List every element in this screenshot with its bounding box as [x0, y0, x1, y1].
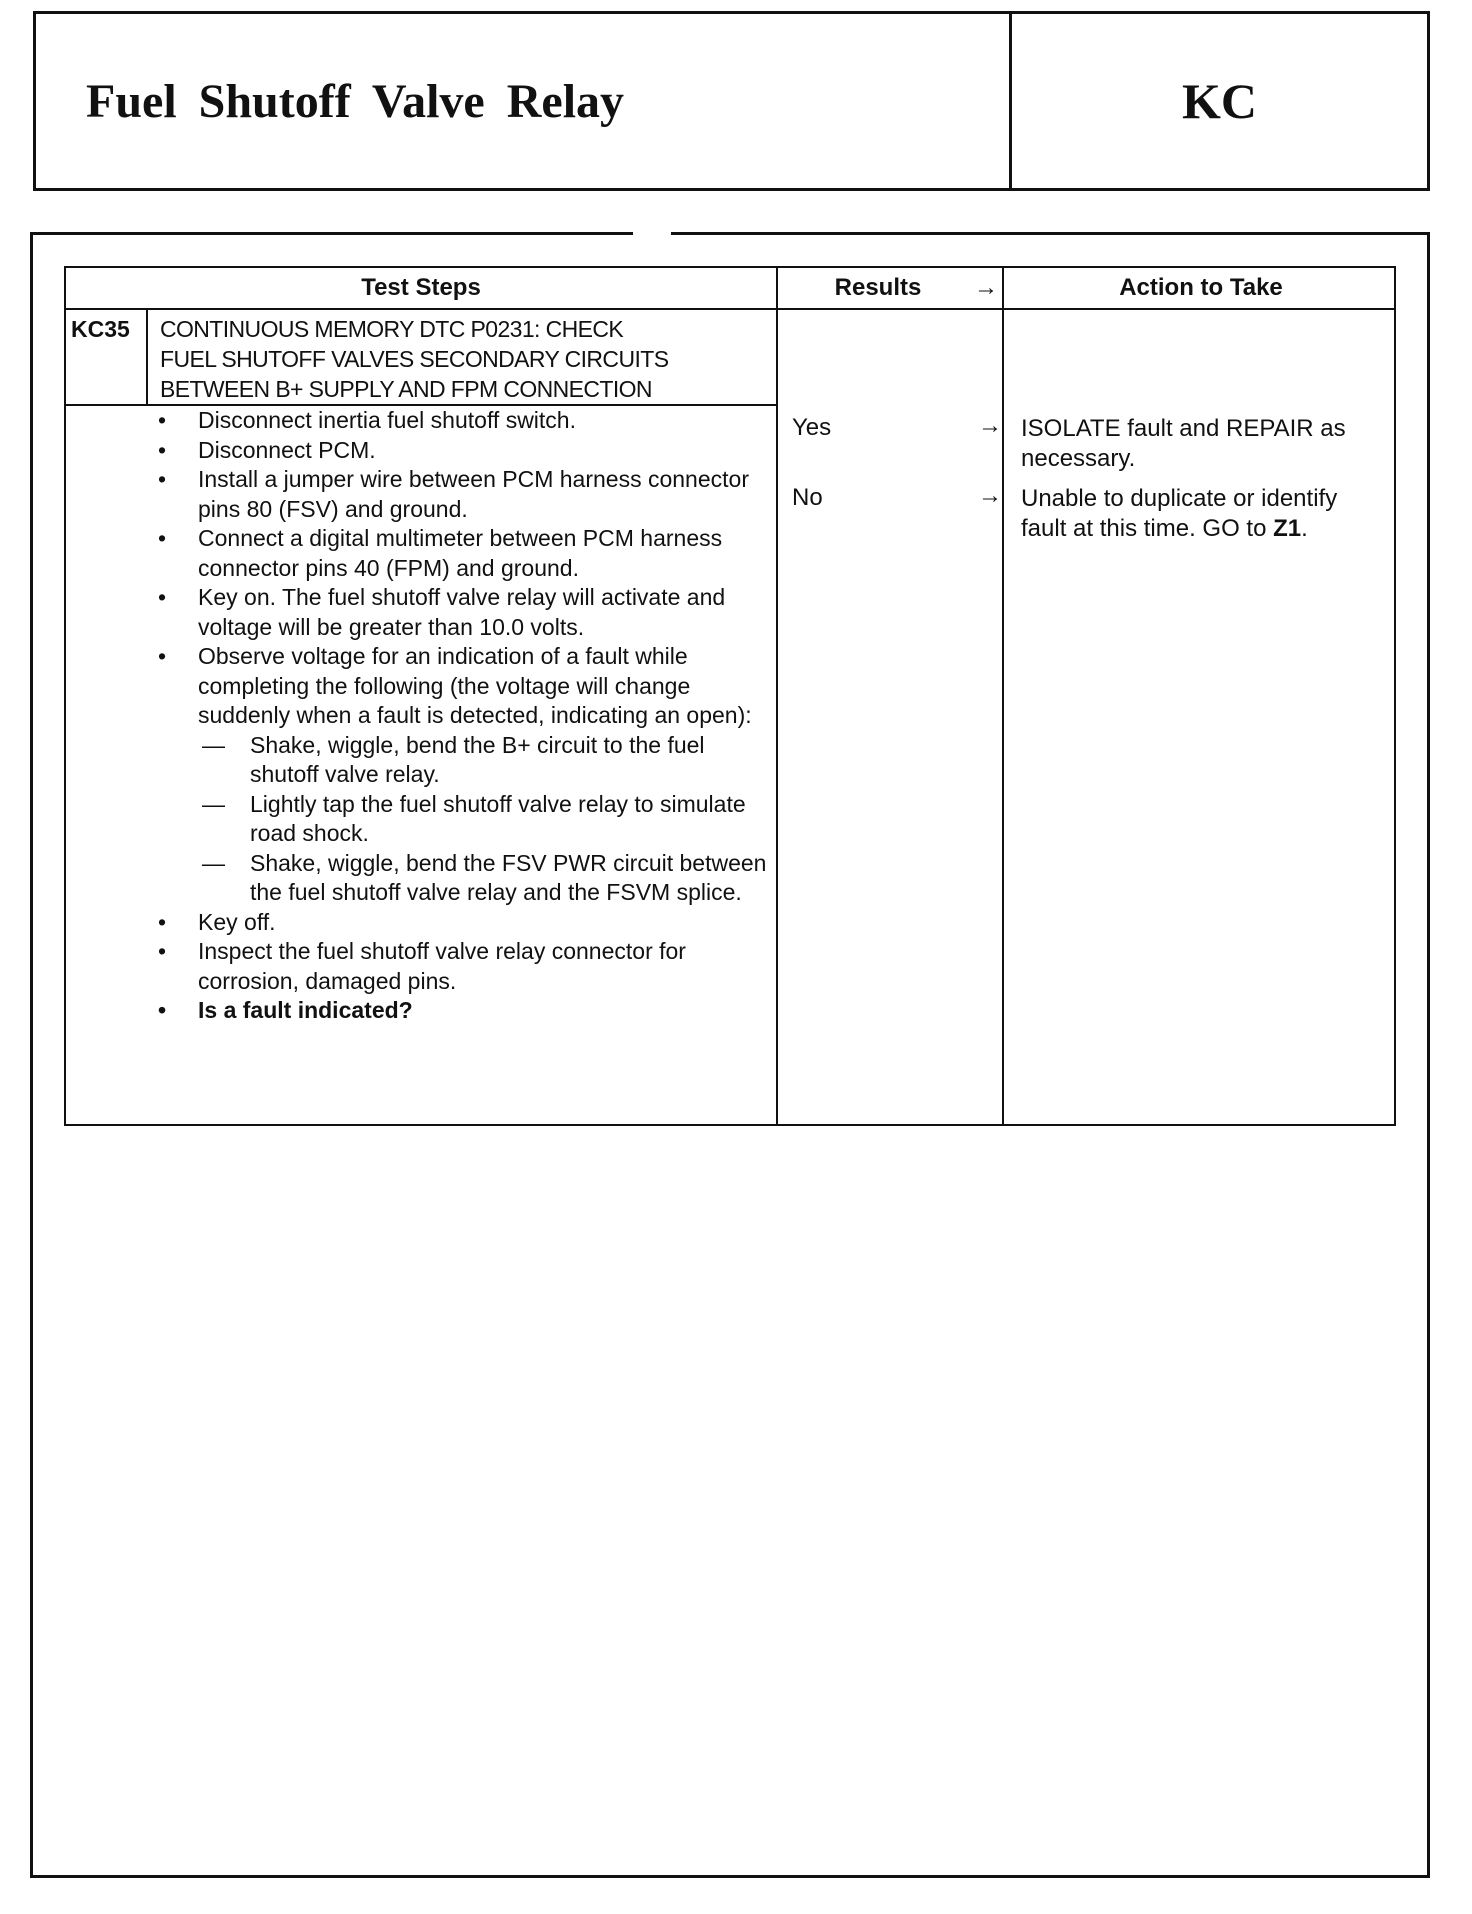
- test-step-table: [64, 266, 1396, 1126]
- step-bullet: • Disconnect inertia fuel shutoff switch.: [158, 407, 576, 433]
- result-no-arrow: →: [978, 482, 1002, 509]
- step-id: KC35: [71, 316, 130, 342]
- goto-step-link: Z1: [1273, 515, 1302, 542]
- step-title-line: FUEL SHUTOFF VALVES SECONDARY CIRCUITS: [160, 346, 669, 372]
- result-yes: Yes: [792, 414, 832, 441]
- col-header-test-steps: Test Steps: [361, 274, 481, 301]
- page-header: [33, 11, 1430, 191]
- frame-gap: [633, 231, 671, 236]
- step-bullet: • Connect a digital multimeter between PCM harness connector pins 40 (FPM) and ground.: [158, 525, 723, 581]
- action-no-line: fault at this time. GO to Z1.: [1021, 515, 1308, 542]
- action-yes-line: necessary.: [1021, 445, 1136, 472]
- step-instructions: [66, 406, 776, 1026]
- step-title-line: BETWEEN B+ SUPPLY AND FPM CONNECTION: [160, 376, 652, 402]
- step-sub-item: — Lightly tap the fuel shutoff valve relay to simulate road shock.: [202, 790, 746, 846]
- action-no: [1021, 484, 1391, 544]
- col-header-results-arrow: →: [974, 274, 998, 301]
- step-sub-item: — Shake, wiggle, bend the B+ circuit to the fuel shutoff valve relay.: [202, 731, 705, 787]
- header-row-divider: [66, 308, 1394, 310]
- step-title-line: CONTINUOUS MEMORY DTC P0231: CHECK: [160, 316, 624, 342]
- action-yes-line: ISOLATE fault and REPAIR as: [1021, 415, 1346, 442]
- page-title: Fuel Shutoff Valve Relay: [86, 74, 625, 128]
- col-header-results: Results: [834, 274, 922, 301]
- col-header-action: Action to Take: [1119, 274, 1283, 301]
- result-yes-arrow: →: [978, 412, 1002, 439]
- step-bullet: • Inspect the fuel shutoff valve relay connector for corrosion, damaged pins.: [158, 938, 686, 994]
- step-sub-item: — Shake, wiggle, bend the FSV PWR circuit between the fuel shutoff valve relay and the FSVM splice.: [202, 849, 767, 905]
- col-divider-action: [1002, 268, 1004, 1124]
- action-yes: [1021, 414, 1391, 474]
- step-bullet: • Install a jumper wire between PCM harness connector pins 80 (FSV) and ground.: [158, 466, 749, 522]
- step-question: • Is a fault indicated?: [158, 997, 413, 1023]
- step-bullet: • Observe voltage for an indication of a fault while completing the following (the voltage will change suddenly when a fault is detected, indicating an open):: [158, 643, 752, 728]
- step-id-divider: [146, 308, 148, 406]
- step-bullet: • Key off.: [158, 908, 276, 935]
- step-title: [160, 314, 760, 404]
- result-no: No: [792, 484, 823, 511]
- action-no-line: Unable to duplicate or identify: [1021, 485, 1338, 512]
- section-code: KC: [1182, 73, 1257, 129]
- step-bullet: • Key on. The fuel shutoff valve relay will activate and voltage will be greater than 10.0 volts.: [158, 584, 726, 640]
- step-bullet: • Disconnect PCM.: [158, 436, 376, 463]
- col-divider-results: [776, 268, 778, 1124]
